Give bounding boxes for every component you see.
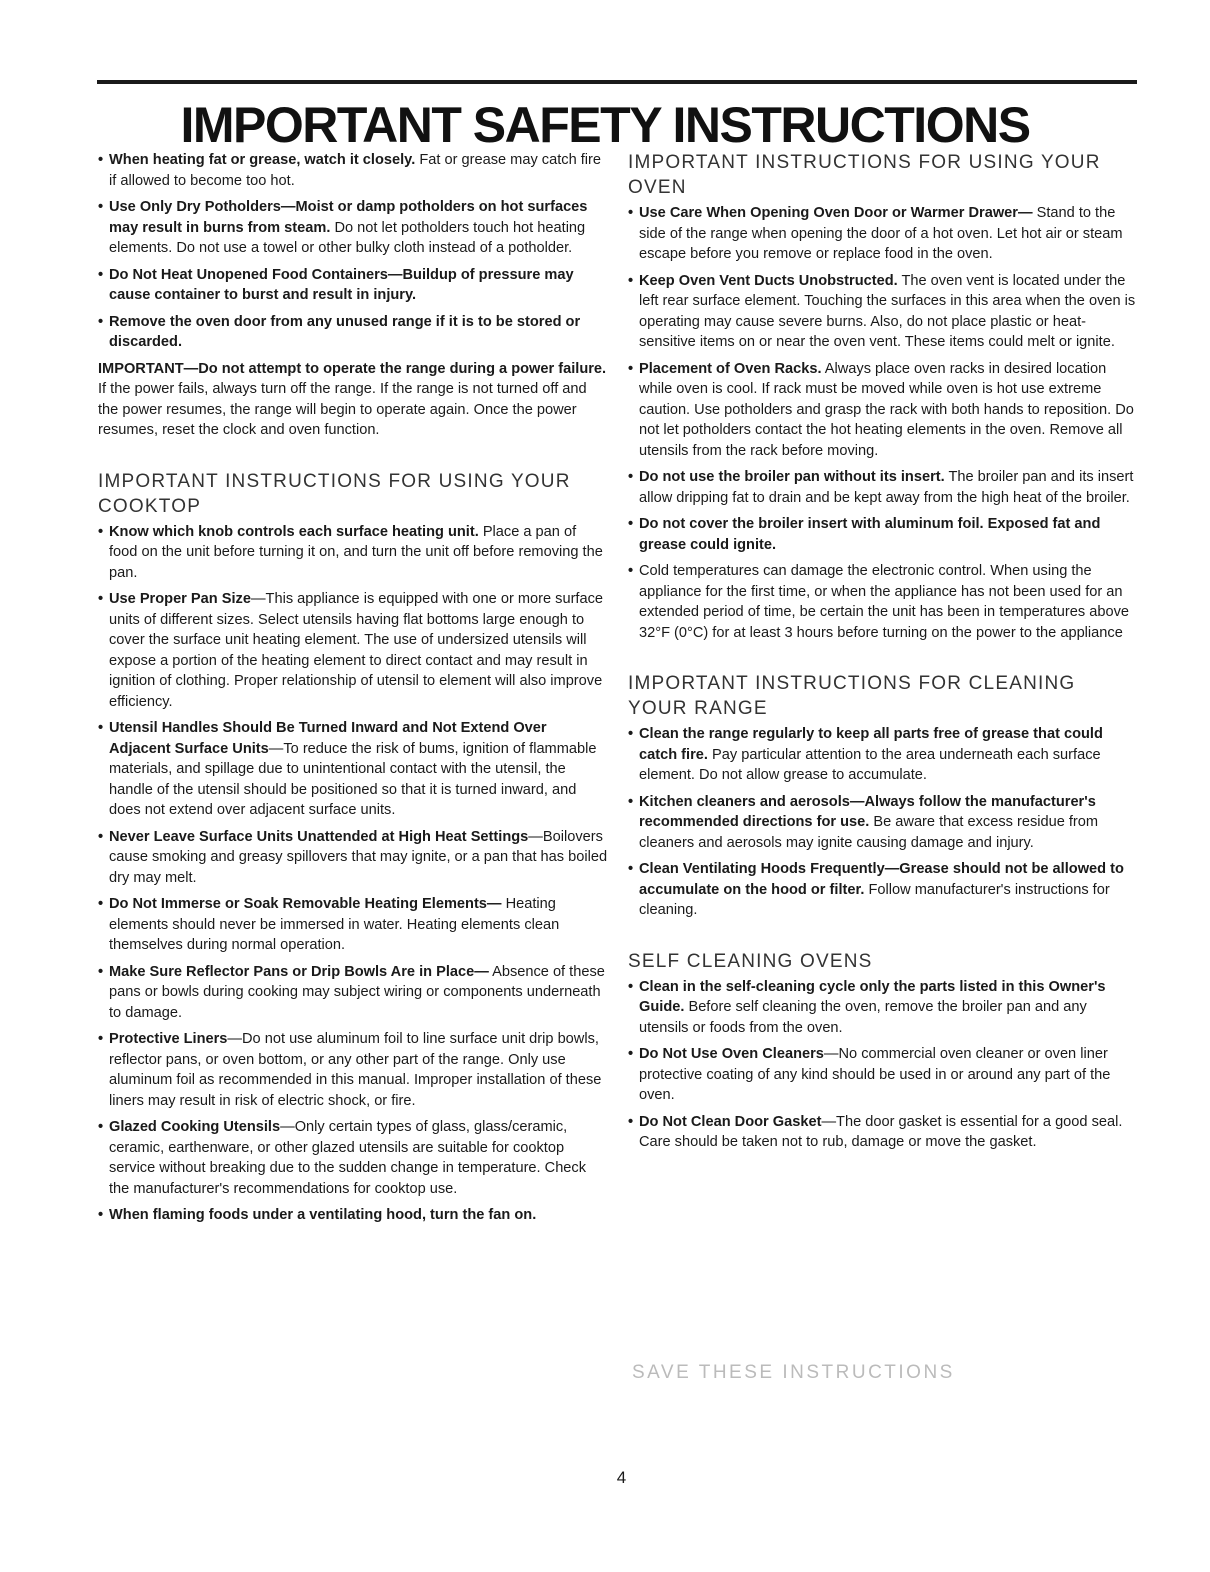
bullet-icon: • [628, 1046, 634, 1062]
item-text: Heating elements should never be immersed in water. Heating elements clean themselves during normal operation. [109, 896, 560, 953]
para-text: If the power fails, always turn off the range. If the range is not turned off and the power resumes, the range will begin to operate again. Once the power resumes, reset the clock and oven function. [98, 381, 587, 438]
list-item [98, 265, 608, 306]
list-item [628, 514, 1138, 555]
item-text: Pay particular attention to the area underneath each surface element. Do not allow grease to accumulate. [639, 746, 1101, 783]
page-number: 4 [616, 1468, 627, 1487]
bullet-icon: • [628, 272, 634, 289]
bullet-icon: • [628, 978, 634, 995]
item-lead: Protective Liners [109, 1031, 228, 1047]
list-item [628, 724, 1138, 786]
item-lead: Know which knob controls each surface heating unit. [109, 523, 479, 540]
item-lead: Use Proper Pan Size [109, 591, 251, 607]
list-item [628, 467, 1138, 508]
bullet-icon: • [628, 469, 634, 485]
bullet-icon: • [628, 726, 634, 742]
list-item [98, 150, 608, 191]
item-text: —Boilovers cause smoking and greasy spillovers that may ignite, or a pan that has boiled dry may melt. [109, 828, 608, 886]
bullet-icon: • [98, 1119, 104, 1135]
bullet-icon: • [98, 720, 104, 736]
cooktop-items [98, 522, 608, 1226]
item-lead: Do Not Immerse or Soak Removable Heating Elements— [109, 896, 502, 912]
bullet-icon: • [98, 896, 104, 912]
item-lead: When flaming foods under a ventilating hood, turn the fan on. [109, 1207, 537, 1223]
item-text: Stand to the side of the range when opening the door of a hot oven. Let hot air or steam escape before you remove or replace food in the oven. [639, 205, 1123, 262]
cleaning-heading: IMPORTANT INSTRUCTIONS FOR CLEANING YOUR RANGE [628, 673, 1076, 719]
right-column [628, 150, 1138, 1159]
item-lead: Utensil Handles Should Be Turned Inward and Not Extend Over Adjacent Surface Units [109, 720, 547, 757]
item-text: —To reduce the risk of bums, ignition of flammable materials, and spillage due to unintentional contact with the utensil, the handle of the utensil should be positioned so that it is turned inward, and does not extend over adjacent surface units. [109, 740, 597, 818]
oven-items [628, 203, 1138, 643]
list-item [628, 1112, 1138, 1153]
cleaning-items [628, 724, 1138, 921]
item-lead: Do Not Use Oven Cleaners [639, 1046, 824, 1062]
item-lead: Make Sure Reflector Pans or Drip Bowls Are in Place— [109, 963, 489, 980]
item-lead: Clean the range regularly to keep all parts free of grease that could catch fire. [639, 726, 1103, 763]
top-items [98, 150, 608, 353]
bullet-icon: • [628, 205, 634, 221]
list-item [628, 359, 1138, 462]
important-paragraph [98, 359, 608, 441]
item-text: —Only certain types of glass, glass/ceramic, ceramic, earthenware, or other glazed utensils are suitable for cooktop service without breaking due to the sudden change in temperature. Check the manufacturer's recommendations for cooktop use. [109, 1119, 587, 1197]
item-text: The oven vent is located under the left rear surface element. Touching the surfaces in this area when the oven is operating may cause severe burns. Also, do not place plastic or heat-sensitive items on or near the oven vent. These items could melt or ignite. [639, 272, 1136, 350]
list-item [98, 1205, 608, 1226]
bullet-icon: • [628, 861, 634, 877]
bullet-icon: • [98, 152, 104, 168]
item-lead: Do Not Heat Unopened Food Containers—Buildup of pressure may cause container to burst and result in injury. [109, 266, 574, 303]
bullet-icon: • [628, 563, 634, 579]
bullet-icon: • [98, 1207, 104, 1223]
item-lead: Remove the oven door from any unused range if it is to be stored or discarded. [109, 313, 581, 350]
bullet-icon: • [98, 266, 104, 283]
top-rule [97, 80, 1137, 84]
item-text: Absence of these pans or bowls during cooking may subject wiring or components underneath to damage. [109, 963, 605, 1021]
item-lead: Keep Oven Vent Ducts Unobstructed. [639, 272, 898, 289]
cooktop-heading: IMPORTANT INSTRUCTIONS FOR USING YOUR COOKTOP [98, 470, 571, 517]
bullet-icon: • [98, 828, 104, 845]
item-lead: Clean in the self-cleaning cycle only the parts listed in this Owner's Guide. [639, 978, 1106, 1015]
left-column [98, 150, 608, 1232]
list-item [98, 718, 608, 821]
item-lead: Clean Ventilating Hoods Frequently—Grease should not be allowed to accumulate on the hood or filter. [639, 861, 1124, 898]
bullet-icon: • [628, 516, 634, 532]
list-item [628, 1044, 1138, 1106]
item-text: The broiler pan and its insert allow dripping fat to drain and be kept away from the high heat of the broiler. [639, 469, 1134, 506]
list-item [628, 977, 1138, 1039]
item-text: Always place oven racks in desired location while oven is cool. If rack must be moved while oven is hot use extreme caution. Use potholders and grasp the rack with both hands to reposition. Do not let potholders contact the hot heating elements in the oven. Remove all utensils from the rack before moving. [639, 360, 1134, 459]
bullet-icon: • [98, 591, 104, 607]
list-item [628, 271, 1138, 353]
item-text: Be aware that excess residue from cleaners and aerosols may ignite causing damage and injury. [639, 814, 1099, 851]
list-item [98, 522, 608, 584]
item-text: Cold temperatures can damage the electronic control. When using the appliance for the first time, or when the appliance has not been used for an extended period of time, be certain the unit has been in temperatures above 32°F (0°C) for at least 3 hours before turning on the power to the appliance [639, 563, 1130, 641]
list-item [98, 197, 608, 259]
item-text: Fat or grease may catch fire if allowed to become too hot. [109, 152, 602, 189]
item-text: Before self cleaning the oven, remove the broiler pan and any utensils or foods from the oven. [639, 999, 1087, 1036]
list-item [98, 1029, 608, 1111]
save-instructions-text: SAVE THESE INSTRUCTIONS [632, 1362, 955, 1383]
item-lead: Use Care When Opening Oven Door or Warmer Drawer— [639, 205, 1033, 221]
item-text: Place a pan of food on the unit before turning it on, and turn the unit off before removing the pan. [109, 523, 603, 581]
list-item [98, 312, 608, 353]
bullet-icon: • [628, 793, 634, 810]
bullet-icon: • [98, 963, 104, 980]
list-item [628, 859, 1138, 921]
item-text: Follow manufacturer's instructions for cleaning. [639, 881, 1110, 918]
item-lead: Do not use the broiler pan without its insert. [639, 469, 945, 485]
item-lead: Use Only Dry Potholders—Moist or damp potholders on hot surfaces may result in burns from steam. [109, 199, 588, 236]
bullet-icon: • [98, 313, 104, 330]
list-item [98, 589, 608, 712]
item-lead: Placement of Oven Racks. [639, 360, 822, 377]
oven-heading: IMPORTANT INSTRUCTIONS FOR USING YOUR OVEN [628, 152, 1101, 198]
list-item [628, 561, 1138, 643]
item-lead: When heating fat or grease, watch it closely. [109, 152, 416, 168]
list-item [98, 894, 608, 956]
para-lead: IMPORTANT—Do not attempt to operate the range during a power failure. [98, 360, 607, 377]
item-text: —No commercial oven cleaner or oven liner protective coating of any kind should be used in or around any part of the oven. [639, 1046, 1111, 1103]
bullet-icon: • [98, 199, 104, 215]
bullet-icon: • [628, 1113, 634, 1130]
bullet-icon: • [98, 523, 104, 540]
item-text: —Do not use aluminum foil to line surface unit drip bowls, reflector pans, or oven bottom, or any other part of the range. Only use aluminum foil as recommended in this manual. Improper installation of these liners may result in risk of electric shock, or fire. [109, 1031, 602, 1109]
item-text: —The door gasket is essential for a good seal. Care should be taken not to rub, damage or move the gasket. [639, 1113, 1123, 1150]
item-lead: Glazed Cooking Utensils [109, 1119, 281, 1135]
list-item [98, 962, 608, 1024]
item-lead: Kitchen cleaners and aerosols—Always follow the manufacturer's recommended directions for use. [639, 793, 1096, 830]
list-item [98, 827, 608, 889]
bullet-icon: • [98, 1031, 104, 1047]
item-lead: Never Leave Surface Units Unattended at High Heat Settings [109, 828, 529, 845]
bullet-icon: • [628, 360, 634, 377]
item-text: Do not let potholders touch hot heating elements. Do not use a towel or other bulky cloth instead of a potholder. [109, 219, 586, 256]
item-lead: Do not cover the broiler insert with aluminum foil. Exposed fat and grease could ignite. [639, 516, 1101, 553]
item-text: —This appliance is equipped with one or more surface units of different sizes. Select utensils having flat bottoms large enough to cover the surface unit heating element. The use of undersized utensils will expose a portion of the heating element to direct contact and may result in ignition of clothing. Proper relationship of utensil to element will also improve efficiency. [109, 591, 604, 710]
self-cleaning-heading: SELF CLEANING OVENS [628, 950, 873, 972]
list-item [98, 1117, 608, 1199]
list-item [628, 203, 1138, 265]
list-item [628, 792, 1138, 854]
self-cleaning-items [628, 977, 1138, 1153]
item-lead: Do Not Clean Door Gasket [639, 1113, 822, 1130]
page-title: IMPORTANT SAFETY INSTRUCTIONS [180, 97, 1030, 153]
